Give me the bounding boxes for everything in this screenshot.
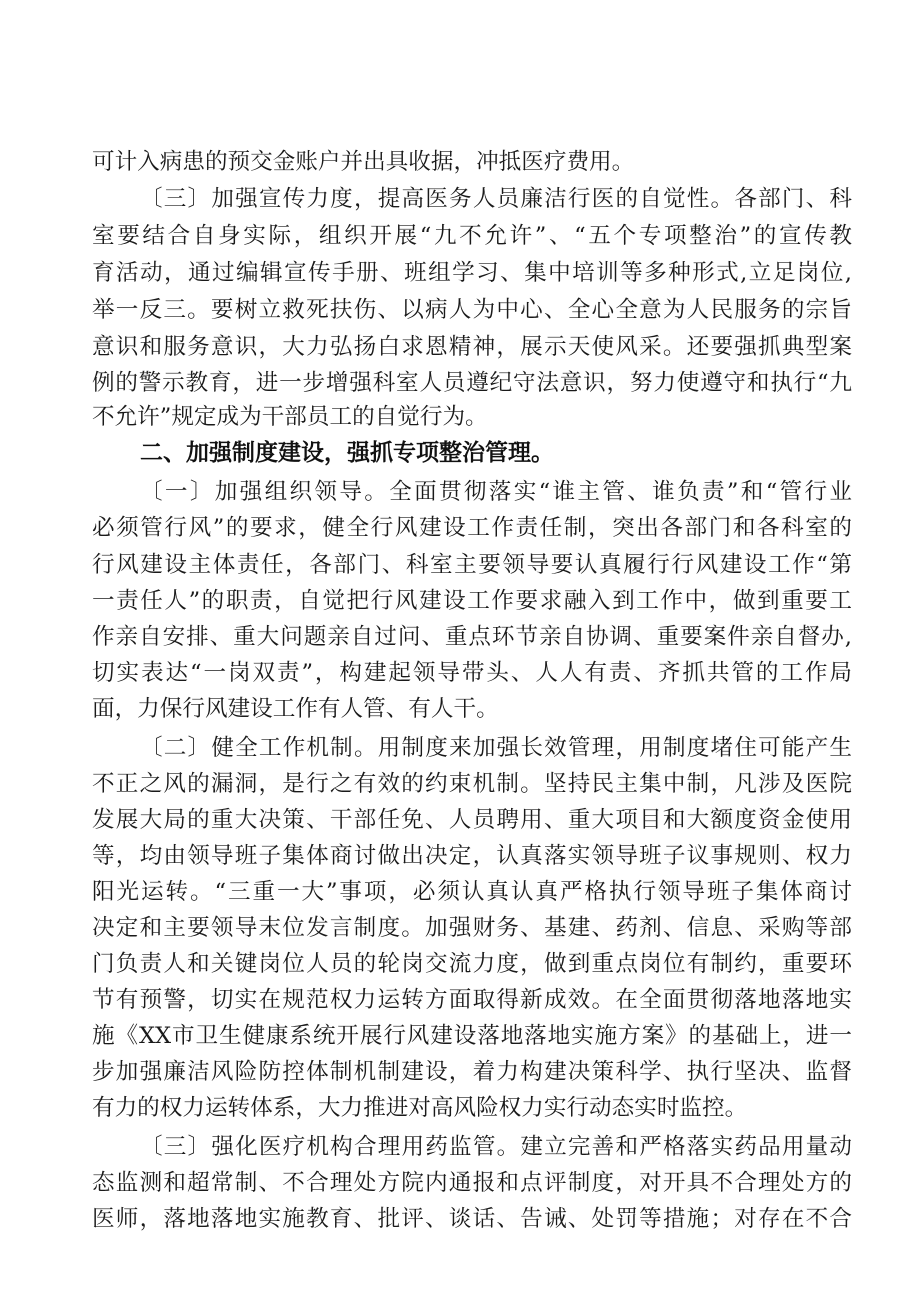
section-heading: 二、加强制度建设，强抓专项整治管理。: [140, 440, 554, 466]
paragraph-line: 切实表达“一岗双责”，构建起领导带头、人人有责、齐抓共管的工作局: [92, 660, 852, 686]
paragraph-line: 不正之风的漏洞，是行之有效的约束机制。坚持民主集中制，凡涉及医院: [92, 771, 852, 797]
paragraph-line: 〔二〕健全工作机制。用制度来加强长效管理，用制度堵住可能产生: [140, 735, 852, 761]
paragraph-line: 等，均由领导班子集体商讨做出决定，认真落实领导班子议事规则、权力: [92, 843, 852, 869]
paragraph-line: 节有预警，切实在规范权力运转方面取得新成效。在全面贯彻落地落地实: [92, 987, 852, 1013]
paragraph-line: 〔一〕加强组织领导。全面贯彻落实“谁主管、谁负责”和“管行业: [140, 479, 852, 505]
paragraph-line: 面，力保行风建设工作有人管、有人干。: [92, 696, 499, 722]
paragraph-line: 不允许”规定成为干部员工的自觉行为。: [92, 404, 488, 430]
paragraph-line: 行风建设主体责任，各部门、科室主要领导要认真履行行风建设工作“第: [92, 552, 852, 578]
paragraph-line: 作亲自安排、重大问题亲自过问、重点环节亲自协调、重要案件亲自督办,: [92, 624, 852, 650]
paragraph-line: 意识和服务意识，大力弘扬白求恩精神，展示天使风采。还要强抓典型案: [92, 334, 852, 360]
paragraph-line: 〔三〕加强宣传力度，提高医务人员廉洁行医的自觉性。各部门、科: [140, 186, 852, 212]
paragraph-line: 门负责人和关键岗位人员的轮岗交流力度，做到重点岗位有制约，重要环: [92, 951, 852, 977]
paragraph-line: 有力的权力运转体系，大力推进对高风险权力实行动态实时监控。: [92, 1095, 748, 1121]
paragraph-line: 举一反三。要树立救死扶伤、以病人为中心、全心全意为人民服务的宗旨: [92, 297, 852, 323]
paragraph-line: 可计入病患的预交金账户并出具收据，冲抵医疗费用。: [92, 149, 635, 175]
paragraph-line: 育活动，通过编辑宣传手册、班组学习、集中培训等多种形式,立足岗位,: [92, 260, 852, 286]
paragraph-line: 态监测和超常制、不合理处方院内通报和点评制度，对开具不合理处方的: [92, 1170, 852, 1196]
paragraph-line: 阳光运转。“三重一大”事项，必须认真认真严格执行领导班子集体商讨: [92, 879, 852, 905]
paragraph-line: 〔三〕强化医疗机构合理用药监管。建立完善和严格落实药品用量动: [140, 1134, 852, 1160]
paragraph-line: 必须管行风”的要求，健全行风建设工作责任制，突出各部门和各科室的: [92, 515, 852, 541]
paragraph-line: 一责任人”的职责，自觉把行风建设工作要求融入到工作中，做到重要工: [92, 588, 852, 614]
paragraph-line: 例的警示教育，进一步增强科室人员遵纪守法意识，努力使遵守和执行“九: [92, 370, 852, 396]
paragraph-line: 步加强廉洁风险防控体制机制建设，着力构建决策科学、执行坚决、监督: [92, 1059, 852, 1085]
paragraph-line: 发展大局的重大决策、干部任免、人员聘用、重大项目和大额度资金使用: [92, 807, 852, 833]
paragraph-line: 施《XX市卫生健康系统开展行风建设落地落地实施方案》的基础上，进一: [92, 1023, 852, 1049]
paragraph-line: 医师，落地落地实施教育、批评、谈话、告诫、处罚等措施；对存在不合: [92, 1206, 852, 1232]
paragraph-line: 室要结合自身实际，组织开展“九不允许”、“五个专项整治”的宣传教: [92, 223, 852, 249]
paragraph-line: 决定和主要领导末位发言制度。加强财务、基建、药剂、信息、采购等部: [92, 915, 852, 941]
